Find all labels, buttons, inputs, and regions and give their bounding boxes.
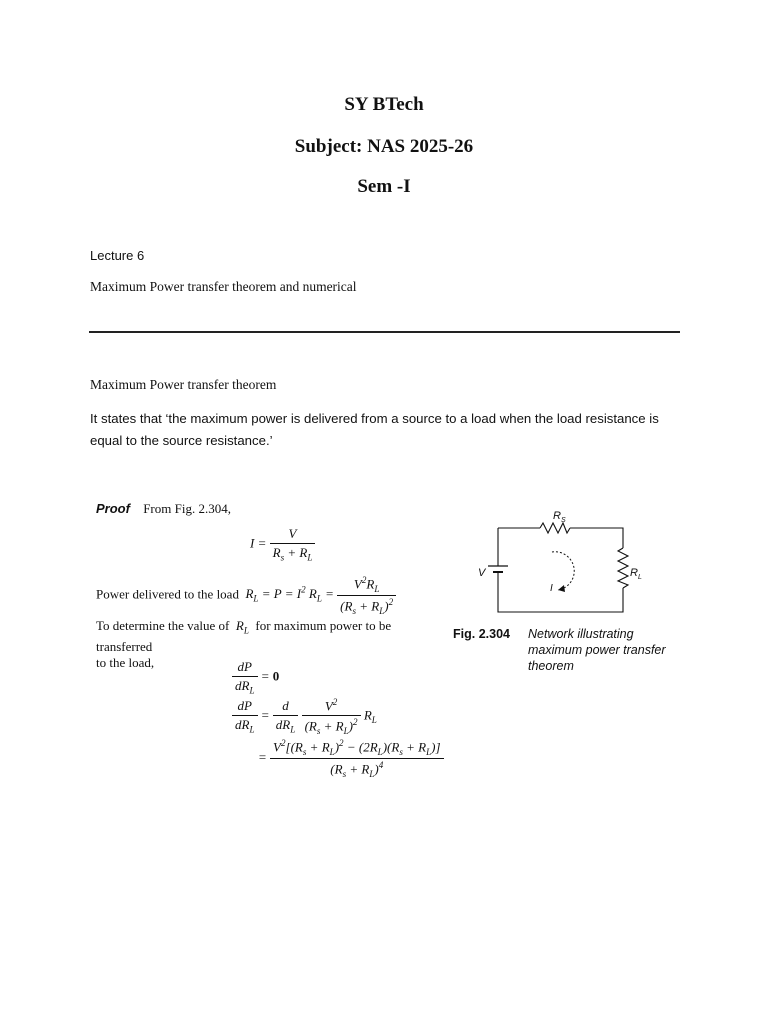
proof-label: Proof — [96, 501, 130, 516]
current-arrow-arc — [552, 552, 574, 590]
label-voltage: V — [478, 567, 486, 579]
lecture-topic: Maximum Power transfer theorem and numerical — [90, 279, 357, 294]
determine-text: To determine the value of $R_L$ for maximum power to be transferred to the load, — [96, 618, 392, 670]
load-resistor-symbol — [618, 548, 628, 588]
figure-caption-text: Network illustrating maximum power transfer theorem — [528, 627, 666, 673]
horizontal-rule — [89, 331, 680, 333]
wire-top-right — [570, 528, 623, 548]
label-source-resistor: $R_S$ — [553, 510, 566, 524]
current-arrow-head — [558, 585, 565, 592]
lecture-number: Lecture 6 — [90, 248, 145, 263]
source-resistor-symbol — [540, 523, 570, 533]
power-text: Power delivered to the load — [96, 586, 239, 602]
proof-intro — [96, 501, 231, 517]
label-current: I — [550, 583, 553, 594]
equation-derivative-zero: $\frac{dP}{dR_L}$ = 0 — [232, 659, 279, 696]
figure-number: Fig. 2.304 — [453, 627, 510, 641]
doc-subject: Subject: NAS 2025-26 — [294, 136, 474, 157]
doc-semester: Sem -I — [357, 176, 411, 197]
label-load-resistor: $R_L$ — [630, 567, 642, 581]
section-title: Maximum Power transfer theorem — [90, 377, 277, 392]
doc-title: SY BTech — [344, 94, 424, 115]
equation-derivative: $\frac{dP}{dR_L}$ = $\frac{d}{dR_L}$ $\frac{V^2}{(R_s + R_L)^2}$ $R_L$ — [232, 697, 377, 736]
theorem-statement: It states that ‘the maximum power is delivered from a source to a load when the load resistance is equal to the source resistance.’ — [90, 411, 659, 448]
equation-power: Power delivered to the load $R_L = P = I^2$ $R_L$ = $\frac{V^2R_L}{(R_s + R_L)^2}$ — [96, 575, 396, 616]
circuit-diagram — [470, 500, 670, 625]
equation-expanded: = $\frac{V^2[(R_s + R_L)^2 - (2R_L)(R_s + R_L)]}{(R_s + R_L)^4}$ — [258, 738, 444, 779]
wire-bottom — [498, 579, 623, 612]
equation-current: I = $\frac{V}{R_s + R_L}$ — [250, 526, 315, 563]
proof-from: From Fig. 2.304, — [143, 501, 231, 516]
